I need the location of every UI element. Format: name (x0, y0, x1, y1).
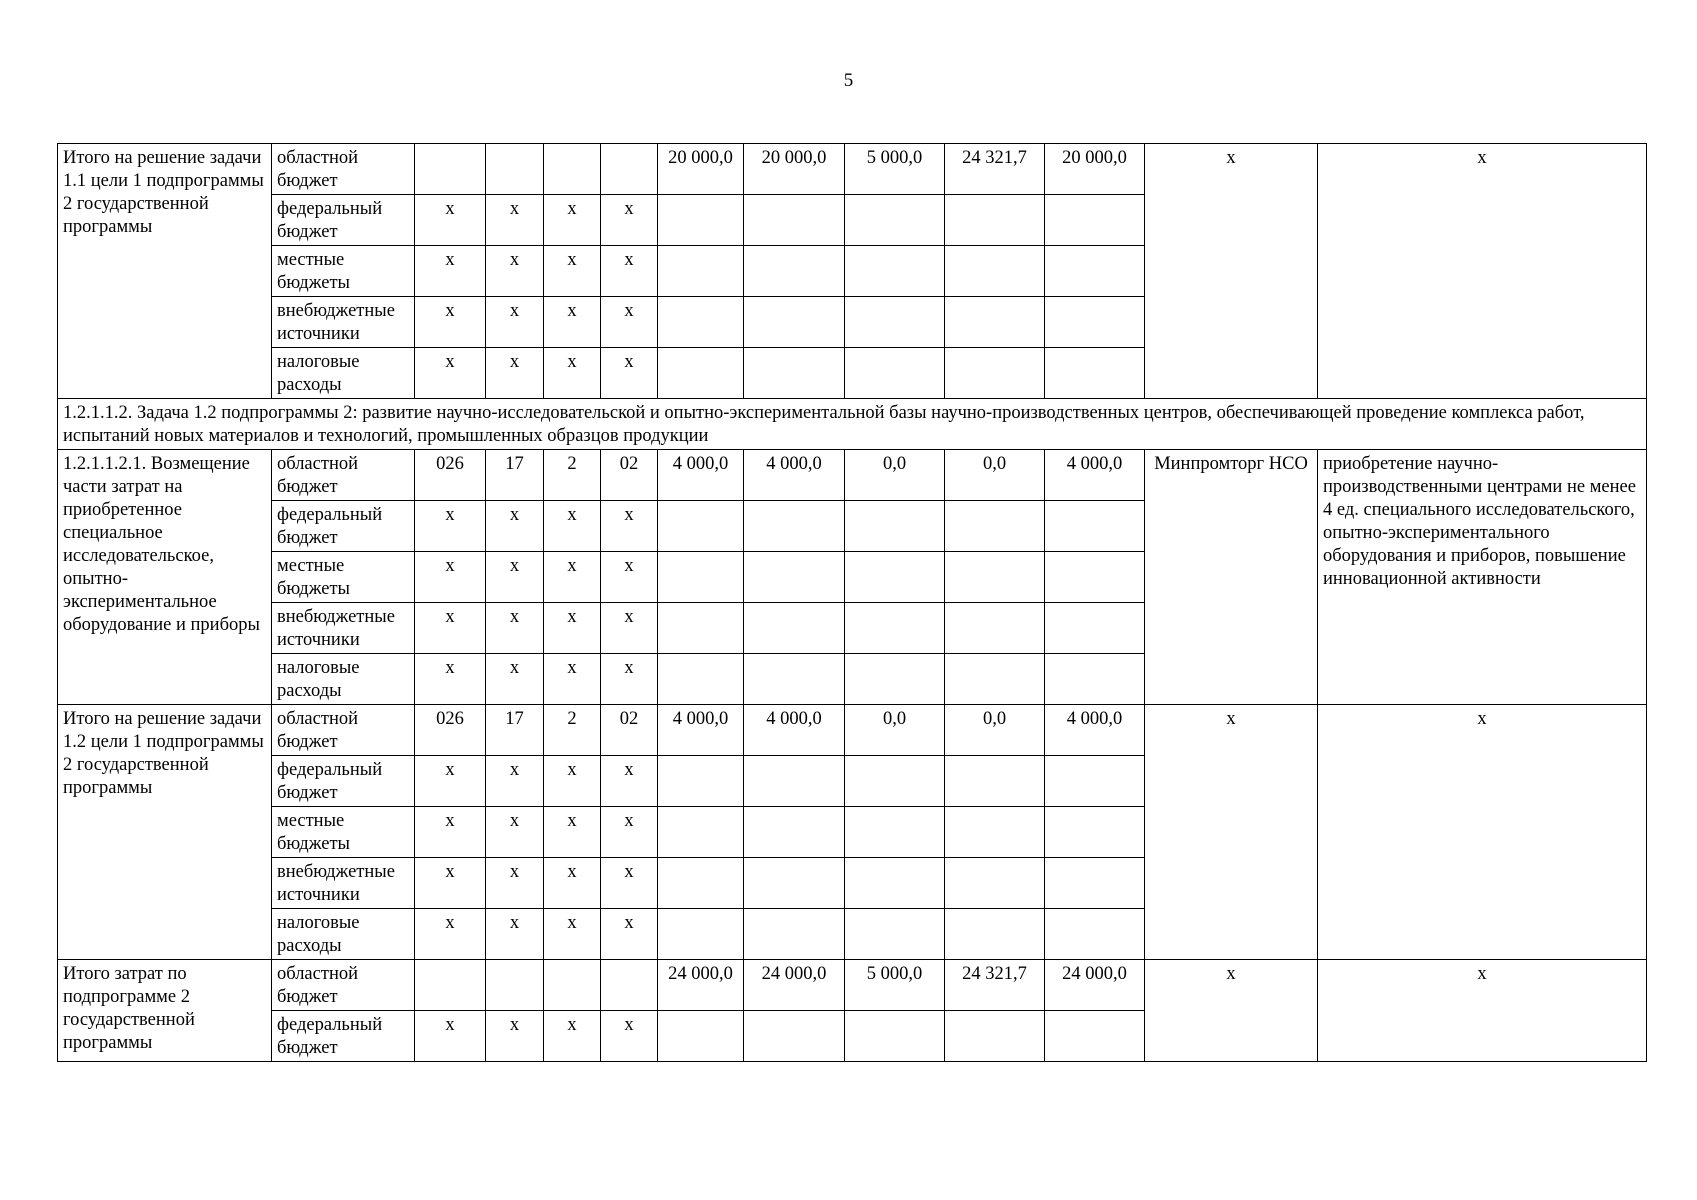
code-cell: х (415, 909, 486, 960)
code-cell: х (415, 297, 486, 348)
code-cell: 02 (601, 705, 658, 756)
amount-cell (945, 246, 1045, 297)
amount-cell (658, 297, 744, 348)
amount-cell (945, 807, 1045, 858)
amount-cell (845, 297, 945, 348)
amount-cell (845, 807, 945, 858)
code-cell: х (486, 807, 544, 858)
funding-source-cell: налоговые расходы (272, 909, 415, 960)
amount-cell (845, 1011, 945, 1062)
code-cell (544, 960, 601, 1011)
code-cell: х (486, 552, 544, 603)
code-cell: х (544, 603, 601, 654)
row-name-cell: Итого на решение задачи 1.2 цели 1 подпрограммы 2 государственной программы (58, 705, 272, 960)
code-cell (486, 144, 544, 195)
amount-cell (845, 501, 945, 552)
code-cell: х (486, 909, 544, 960)
code-cell: х (544, 1011, 601, 1062)
amount-cell (1045, 348, 1145, 399)
code-cell: х (601, 297, 658, 348)
amount-cell (744, 858, 845, 909)
code-cell: х (415, 501, 486, 552)
code-cell: 02 (601, 450, 658, 501)
amount-cell (744, 654, 845, 705)
amount-cell (845, 603, 945, 654)
code-cell: х (601, 501, 658, 552)
code-cell: х (601, 603, 658, 654)
code-cell: х (415, 756, 486, 807)
result-cell: х (1318, 705, 1647, 960)
amount-cell (744, 603, 845, 654)
amount-cell (658, 348, 744, 399)
code-cell: х (544, 348, 601, 399)
amount-cell (845, 858, 945, 909)
code-cell: х (601, 348, 658, 399)
amount-cell (945, 858, 1045, 909)
code-cell: х (415, 195, 486, 246)
amount-cell: 20 000,0 (658, 144, 744, 195)
code-cell: х (601, 246, 658, 297)
amount-cell: 4 000,0 (744, 705, 845, 756)
code-cell: х (486, 195, 544, 246)
amount-cell: 4 000,0 (1045, 450, 1145, 501)
funding-source-cell: областной бюджет (272, 450, 415, 501)
code-cell: х (601, 654, 658, 705)
amount-cell (658, 909, 744, 960)
code-cell: х (415, 858, 486, 909)
code-cell: х (601, 195, 658, 246)
amount-cell (1045, 246, 1145, 297)
code-cell: х (544, 909, 601, 960)
funding-source-cell: областной бюджет (272, 960, 415, 1011)
result-cell: х (1318, 144, 1647, 399)
amount-cell (945, 552, 1045, 603)
code-cell: 2 (544, 705, 601, 756)
funding-source-cell: федеральный бюджет (272, 1011, 415, 1062)
amount-cell (1045, 195, 1145, 246)
amount-cell (845, 756, 945, 807)
amount-cell (744, 756, 845, 807)
code-cell: х (415, 552, 486, 603)
code-cell: 2 (544, 450, 601, 501)
code-cell: х (486, 654, 544, 705)
code-cell: х (544, 297, 601, 348)
row-name-cell: Итого затрат по подпрограмме 2 государственной программы (58, 960, 272, 1062)
code-cell: х (415, 807, 486, 858)
amount-cell (658, 654, 744, 705)
amount-cell (1045, 1011, 1145, 1062)
code-cell (601, 960, 658, 1011)
code-cell: х (486, 858, 544, 909)
amount-cell: 24 321,7 (945, 144, 1045, 195)
amount-cell: 0,0 (845, 450, 945, 501)
code-cell (486, 960, 544, 1011)
code-cell: х (601, 807, 658, 858)
amount-cell (744, 552, 845, 603)
code-cell: х (601, 858, 658, 909)
amount-cell (658, 501, 744, 552)
row-name-cell: Итого на решение задачи 1.1 цели 1 подпрограммы 2 государственной программы (58, 144, 272, 399)
code-cell: 17 (486, 450, 544, 501)
executor-cell: х (1145, 144, 1318, 399)
code-cell: 026 (415, 450, 486, 501)
code-cell: 17 (486, 705, 544, 756)
amount-cell: 24 000,0 (744, 960, 845, 1011)
code-cell (415, 144, 486, 195)
code-cell: х (415, 1011, 486, 1062)
amount-cell (1045, 501, 1145, 552)
table-row (58, 960, 1647, 1011)
amount-cell (658, 756, 744, 807)
code-cell: х (544, 756, 601, 807)
code-cell: х (415, 654, 486, 705)
code-cell: х (415, 603, 486, 654)
amount-cell (845, 552, 945, 603)
code-cell: х (544, 195, 601, 246)
amount-cell: 24 000,0 (1045, 960, 1145, 1011)
amount-cell (845, 348, 945, 399)
amount-cell (1045, 756, 1145, 807)
executor-cell: х (1145, 705, 1318, 960)
amount-cell (945, 603, 1045, 654)
table-row (58, 144, 1647, 195)
funding-source-cell: внебюджетные источники (272, 297, 415, 348)
table-row (58, 705, 1647, 756)
amount-cell (845, 654, 945, 705)
amount-cell (744, 909, 845, 960)
code-cell: х (544, 246, 601, 297)
code-cell: х (486, 348, 544, 399)
code-cell: х (544, 654, 601, 705)
amount-cell (845, 246, 945, 297)
funding-source-cell: федеральный бюджет (272, 195, 415, 246)
code-cell: х (544, 552, 601, 603)
funding-source-cell: федеральный бюджет (272, 501, 415, 552)
amount-cell (744, 807, 845, 858)
amount-cell (1045, 603, 1145, 654)
code-cell: х (486, 1011, 544, 1062)
funding-source-cell: внебюджетные источники (272, 858, 415, 909)
amount-cell (658, 858, 744, 909)
amount-cell (744, 195, 845, 246)
funding-source-cell: местные бюджеты (272, 807, 415, 858)
result-cell: приобретение научно-производственными центрами не менее 4 ед. специального исследовательского, опытно-экспериментального оборудования и приборов, повышение инновационной активности (1318, 450, 1647, 705)
code-cell: х (486, 603, 544, 654)
amount-cell: 24 321,7 (945, 960, 1045, 1011)
code-cell: х (601, 552, 658, 603)
amount-cell: 5 000,0 (845, 144, 945, 195)
amount-cell: 20 000,0 (744, 144, 845, 195)
amount-cell (1045, 654, 1145, 705)
amount-cell: 4 000,0 (1045, 705, 1145, 756)
funding-source-cell: налоговые расходы (272, 654, 415, 705)
row-name-cell: 1.2.1.1.2.1. Возмещение части затрат на приобретенное специальное исследовательское, опытно-экспериментальное оборудование и приборы (58, 450, 272, 705)
amount-cell (1045, 552, 1145, 603)
code-cell: х (486, 501, 544, 552)
code-cell: х (486, 246, 544, 297)
table-body (58, 144, 1647, 1062)
amount-cell (945, 654, 1045, 705)
amount-cell: 4 000,0 (744, 450, 845, 501)
amount-cell (945, 297, 1045, 348)
amount-cell: 20 000,0 (1045, 144, 1145, 195)
amount-cell (658, 807, 744, 858)
funding-source-cell: местные бюджеты (272, 552, 415, 603)
amount-cell (744, 297, 845, 348)
code-cell: х (544, 858, 601, 909)
amount-cell (845, 195, 945, 246)
amount-cell (945, 1011, 1045, 1062)
code-cell (601, 144, 658, 195)
code-cell: 026 (415, 705, 486, 756)
code-cell: х (601, 1011, 658, 1062)
executor-cell: х (1145, 960, 1318, 1062)
amount-cell (945, 195, 1045, 246)
table-row (58, 450, 1647, 501)
amount-cell: 5 000,0 (845, 960, 945, 1011)
amount-cell (1045, 807, 1145, 858)
code-cell: х (486, 297, 544, 348)
amount-cell (658, 246, 744, 297)
section-heading-row (58, 399, 1647, 450)
code-cell: х (544, 807, 601, 858)
code-cell: х (415, 348, 486, 399)
code-cell: х (601, 909, 658, 960)
result-cell: х (1318, 960, 1647, 1062)
amount-cell (658, 552, 744, 603)
code-cell (415, 960, 486, 1011)
amount-cell (744, 501, 845, 552)
amount-cell: 0,0 (845, 705, 945, 756)
amount-cell (1045, 297, 1145, 348)
amount-cell: 4 000,0 (658, 450, 744, 501)
code-cell: х (544, 501, 601, 552)
code-cell: х (486, 756, 544, 807)
amount-cell (1045, 909, 1145, 960)
funding-source-cell: налоговые расходы (272, 348, 415, 399)
code-cell: х (415, 246, 486, 297)
amount-cell (744, 1011, 845, 1062)
amount-cell (744, 246, 845, 297)
amount-cell (744, 348, 845, 399)
amount-cell (1045, 858, 1145, 909)
amount-cell (658, 603, 744, 654)
amount-cell (945, 348, 1045, 399)
amount-cell: 24 000,0 (658, 960, 744, 1011)
amount-cell (658, 195, 744, 246)
funding-source-cell: внебюджетные источники (272, 603, 415, 654)
code-cell (544, 144, 601, 195)
page-number: 5 (843, 70, 854, 91)
funding-source-cell: областной бюджет (272, 144, 415, 195)
amount-cell: 0,0 (945, 705, 1045, 756)
executor-cell: Минпромторг НСО (1145, 450, 1318, 705)
amount-cell (945, 909, 1045, 960)
budget-table (57, 143, 1647, 1062)
section-heading: 1.2.1.1.2. Задача 1.2 подпрограммы 2: развитие научно-исследовательской и опытно-экспериментальной базы научно-производственных центров, обеспечивающей проведение комплекса работ, испытаний новых материалов и технологий, промышленных образцов продукции (58, 399, 1647, 450)
amount-cell (945, 756, 1045, 807)
amount-cell: 0,0 (945, 450, 1045, 501)
amount-cell: 4 000,0 (658, 705, 744, 756)
funding-source-cell: федеральный бюджет (272, 756, 415, 807)
amount-cell (845, 909, 945, 960)
amount-cell (658, 1011, 744, 1062)
amount-cell (945, 501, 1045, 552)
funding-source-cell: областной бюджет (272, 705, 415, 756)
funding-source-cell: местные бюджеты (272, 246, 415, 297)
code-cell: х (601, 756, 658, 807)
